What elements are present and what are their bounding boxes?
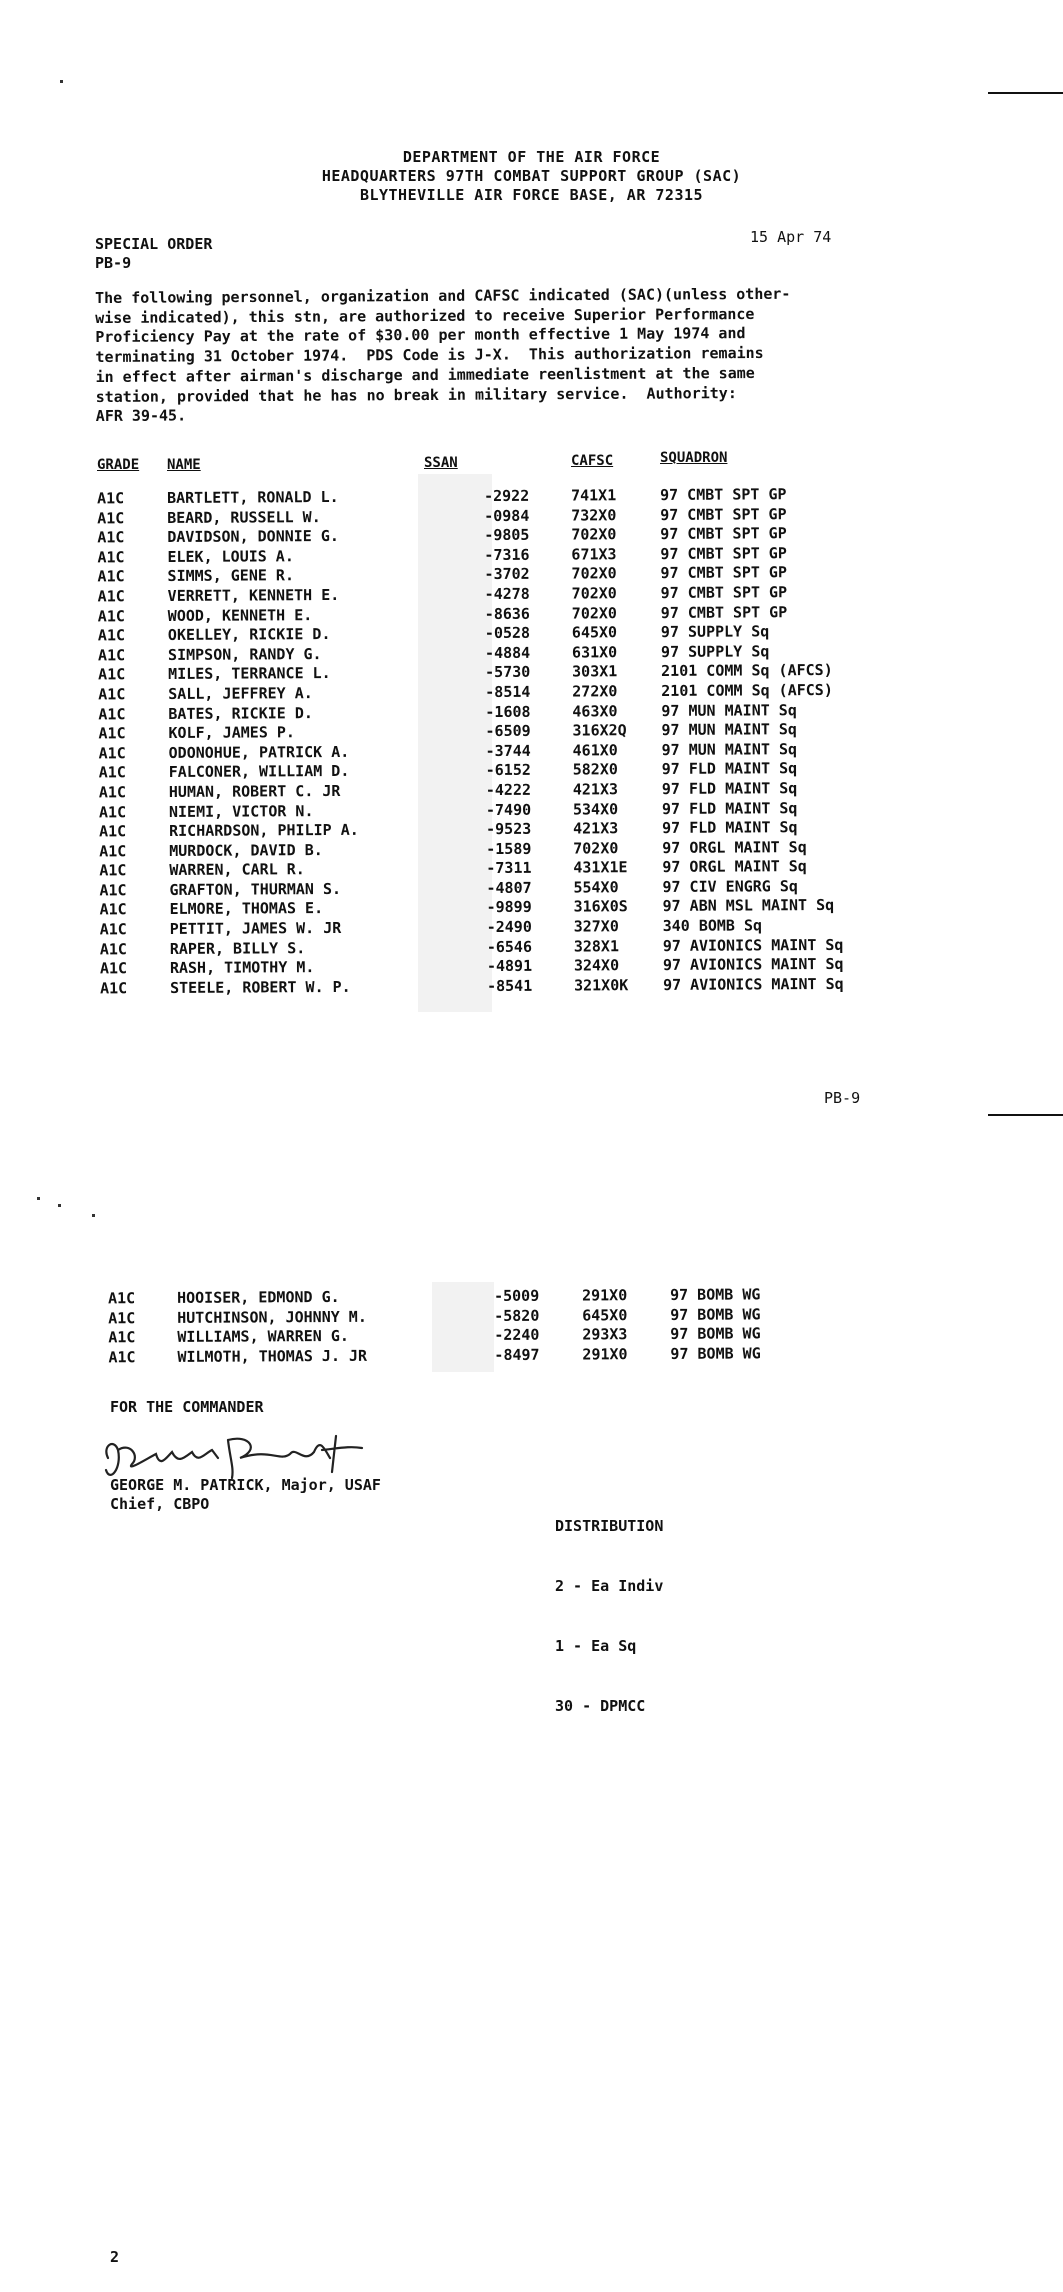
cell-grade: A1C — [97, 528, 125, 547]
scan-speck — [92, 1214, 95, 1217]
cell-grade: A1C — [99, 881, 127, 900]
cell-cafsc: 582X0 — [572, 760, 618, 779]
cell-ssan: -4807 — [486, 878, 532, 897]
cell-grade: A1C — [99, 900, 127, 919]
cell-ssan: -1589 — [486, 839, 532, 858]
cell-cafsc: 421X3 — [572, 780, 619, 799]
cell-cafsc: 328X1 — [573, 936, 620, 956]
cell-squadron: 97 FLD MAINT Sq — [661, 798, 798, 818]
cell-squadron: 97 ORGL MAINT Sq — [662, 857, 807, 877]
cell-grade: A1C — [98, 802, 127, 821]
cell-cafsc: 431X1E — [573, 858, 628, 877]
order-title: SPECIAL ORDER — [95, 235, 213, 253]
cell-cafsc: 645X0 — [571, 623, 618, 642]
cell-squadron: 97 BOMB WG — [670, 1324, 761, 1343]
column-header-cafsc: CAFSC — [571, 453, 614, 469]
authorization-paragraph — [95, 284, 876, 427]
cell-cafsc: 534X0 — [572, 799, 619, 819]
cell-ssan: -7316 — [484, 545, 530, 564]
cell-grade: A1C — [97, 567, 125, 586]
order-date: 15 Apr 74 — [750, 228, 832, 246]
cell-ssan: -2490 — [486, 917, 532, 937]
cell-name: WOOD, KENNETH E. — [167, 605, 313, 625]
cell-name: ODONOHUE, PATRICK A. — [168, 742, 350, 762]
paragraph-line: terminating 31 October 1974. PDS Code is J-X. This authorization remains — [95, 344, 764, 367]
cell-squadron: 97 CIV ENGRG Sq — [662, 877, 798, 896]
cell-cafsc: 702X0 — [571, 603, 617, 623]
distribution-item: 2 - Ea Indiv — [555, 1577, 664, 1595]
cell-squadron: 97 MUN MAINT Sq — [661, 720, 798, 740]
margin-rule — [988, 1114, 1063, 1116]
cell-squadron: 97 AVIONICS MAINT Sq — [662, 974, 844, 994]
column-header-ssan: SSAN — [424, 455, 458, 471]
cell-squadron: 97 CMBT SPT GP — [660, 543, 787, 563]
cell-ssan: -2240 — [494, 1325, 540, 1344]
cell-cafsc: 272X0 — [572, 682, 618, 701]
distribution-item: 1 - Ea Sq — [555, 1637, 637, 1655]
cell-name: HOOISER, EDMOND G. — [176, 1287, 340, 1307]
cell-cafsc: 461X0 — [572, 740, 618, 760]
cell-cafsc: 671X3 — [571, 545, 617, 564]
page-number: 2 — [110, 2248, 120, 2266]
cell-name: VERRETT, KENNETH E. — [167, 585, 340, 605]
cell-cafsc: 702X0 — [573, 838, 619, 858]
cell-cafsc: 291X0 — [581, 1286, 628, 1305]
header-department: DEPARTMENT OF THE AIR FORCE — [402, 148, 661, 166]
cell-ssan: -6509 — [485, 721, 531, 741]
cell-name: SIMMS, GENE R. — [167, 566, 295, 586]
cell-name: WARREN, CARL R. — [169, 860, 305, 880]
cell-ssan: -9805 — [484, 525, 530, 545]
cell-grade: A1C — [97, 548, 125, 567]
cell-grade: A1C — [98, 743, 126, 763]
cell-squadron: 97 MUN MAINT Sq — [661, 700, 797, 720]
cell-squadron: 97 ORGL MAINT Sq — [662, 837, 807, 857]
cell-name: WILMOTH, THOMAS J. JR — [177, 1346, 368, 1366]
cell-grade: A1C — [96, 489, 125, 508]
cell-grade: A1C — [97, 645, 126, 665]
cell-name: FALCONER, WILLIAM D. — [168, 762, 350, 782]
column-header-grade: GRADE — [97, 457, 140, 473]
cell-squadron: 97 BOMB WG — [670, 1343, 761, 1363]
cell-cafsc: 702X0 — [571, 525, 617, 544]
paragraph-line: station, provided that he has no break in military service. Authority: — [95, 383, 737, 406]
cell-grade: A1C — [108, 1328, 136, 1347]
cell-cafsc: 732X0 — [571, 505, 617, 525]
cell-name: STEELE, ROBERT W. P. — [169, 977, 351, 997]
column-header-name: NAME — [167, 457, 201, 473]
paragraph-line: in effect after airman's discharge and immediate reenlistment at the same — [95, 363, 755, 386]
cell-squadron: 97 CMBT SPT GP — [660, 583, 788, 602]
cell-squadron: 97 SUPPLY Sq — [660, 642, 770, 661]
cell-cafsc: 463X0 — [572, 701, 618, 721]
cell-cafsc: 702X0 — [571, 584, 617, 603]
cell-ssan: -5730 — [485, 663, 531, 682]
cell-name: WILLIAMS, WARREN G. — [177, 1326, 349, 1346]
cell-squadron: 97 ABN MSL MAINT Sq — [662, 896, 835, 916]
cell-squadron: 97 AVIONICS MAINT Sq — [662, 955, 844, 975]
distribution-title: DISTRIBUTION — [555, 1517, 664, 1535]
cell-name: PETTIT, JAMES W. JR — [169, 918, 342, 939]
roster-table-continued — [0, 1284, 1063, 1368]
cell-squadron: 2101 COMM Sq (AFCS) — [661, 680, 833, 700]
cell-ssan: -8514 — [485, 682, 531, 701]
margin-rule — [988, 92, 1063, 94]
cell-cafsc: 324X0 — [573, 956, 620, 975]
cell-cafsc: 316X0S — [573, 897, 628, 916]
cell-grade: A1C — [97, 587, 125, 606]
cell-grade: A1C — [98, 724, 126, 743]
cell-ssan: -4222 — [485, 780, 532, 799]
cell-squadron: 97 CMBT SPT GP — [660, 524, 787, 544]
signer-title: Chief, CBPO — [110, 1495, 210, 1513]
cell-name: HUMAN, ROBERT C. JR — [168, 781, 341, 801]
cell-ssan: -4278 — [484, 584, 530, 604]
cell-ssan: -8497 — [494, 1345, 540, 1364]
cell-cafsc: 702X0 — [571, 564, 617, 583]
cell-grade: A1C — [97, 508, 125, 528]
scan-speck — [37, 1197, 40, 1200]
cell-name: BATES, RICKIE D. — [168, 703, 313, 723]
cell-ssan: -5009 — [493, 1286, 540, 1305]
cell-ssan: -6546 — [486, 937, 533, 956]
cell-grade: A1C — [99, 959, 128, 978]
cell-grade: A1C — [108, 1308, 136, 1327]
cell-grade: A1C — [98, 704, 126, 723]
cell-name: SALL, JEFFREY A. — [168, 684, 313, 703]
cell-cafsc: 741X1 — [570, 486, 617, 505]
cell-squadron: 97 FLD MAINT Sq — [661, 779, 798, 798]
cell-ssan: -4891 — [486, 957, 533, 976]
cell-name: BEARD, RUSSELL W. — [167, 507, 321, 527]
cell-grade: A1C — [98, 685, 126, 704]
cell-ssan: -8541 — [486, 976, 533, 995]
cell-ssan: -7490 — [485, 800, 532, 819]
cell-cafsc: 316X2Q — [572, 721, 627, 740]
cell-squadron: 340 BOMB Sq — [662, 916, 763, 936]
distribution-block — [555, 1476, 663, 1736]
paragraph-line: wise indicated), this stn, are authorized to receive Superior Performance — [95, 304, 755, 327]
cell-squadron: 97 SUPPLY Sq — [660, 622, 770, 642]
cell-squadron: 2101 COMM Sq (AFCS) — [661, 661, 833, 681]
scan-speck — [58, 1204, 61, 1207]
order-number: PB-9 — [95, 254, 132, 272]
page-marker: PB-9 — [824, 1089, 861, 1107]
cell-name: ELEK, LOUIS A. — [167, 546, 294, 566]
cell-grade: A1C — [99, 939, 127, 959]
cell-name: NIEMI, VICTOR N. — [168, 801, 314, 821]
cell-name: RICHARDSON, PHILIP A. — [169, 820, 359, 841]
cell-ssan: -7311 — [486, 859, 532, 878]
cell-cafsc: 291X0 — [582, 1344, 628, 1363]
roster-table — [0, 484, 1063, 1000]
cell-ssan: -9523 — [486, 819, 532, 839]
cell-cafsc: 321X0K — [573, 976, 629, 995]
cell-name: DAVIDSON, DONNIE G. — [167, 527, 339, 547]
column-header-squadron: SQUADRON — [660, 450, 728, 466]
cell-ssan: -0528 — [484, 623, 531, 643]
cell-name: RASH, TIMOTHY M. — [169, 958, 315, 978]
distribution-item: 30 - DPMCC — [555, 1697, 646, 1715]
cell-ssan: -4884 — [484, 643, 531, 662]
cell-cafsc: 421X3 — [573, 819, 619, 838]
cell-name: SIMPSON, RANDY G. — [167, 644, 322, 664]
cell-grade: A1C — [98, 665, 126, 684]
cell-grade: A1C — [99, 979, 128, 998]
cell-grade: A1C — [107, 1289, 136, 1308]
cell-grade: A1C — [98, 783, 126, 802]
cell-name: HUTCHINSON, JOHNNY M. — [177, 1307, 367, 1327]
cell-ssan: -3702 — [484, 565, 530, 584]
cell-grade: A1C — [99, 920, 127, 939]
cell-squadron: 97 FLD MAINT Sq — [662, 818, 798, 838]
cell-cafsc: 293X3 — [582, 1325, 628, 1344]
cell-ssan: -2922 — [483, 486, 530, 506]
cell-cafsc: 554X0 — [573, 878, 619, 897]
cell-squadron: 97 BOMB WG — [670, 1304, 761, 1324]
cell-grade: A1C — [97, 606, 125, 625]
cell-squadron: 97 FLD MAINT Sq — [661, 759, 798, 779]
cell-ssan: -1608 — [485, 702, 531, 721]
cell-name: BARTLETT, RONALD L. — [166, 487, 339, 507]
cell-name: KOLF, JAMES P. — [168, 723, 295, 743]
cell-name: RAPER, BILLY S. — [169, 938, 306, 958]
scan-speck — [60, 80, 63, 83]
signer-name: GEORGE M. PATRICK, Major, USAF — [110, 1476, 381, 1494]
cell-ssan: -0984 — [484, 506, 530, 525]
cell-name: OKELLEY, RICKIE D. — [167, 625, 331, 645]
cell-squadron: 97 BOMB WG — [669, 1285, 761, 1304]
cell-grade: A1C — [99, 841, 127, 861]
for-the-commander: FOR THE COMMANDER — [110, 1398, 264, 1416]
cell-ssan: -3744 — [485, 741, 531, 760]
cell-grade: A1C — [97, 626, 126, 645]
cell-grade: A1C — [99, 861, 127, 880]
cell-grade: A1C — [99, 822, 127, 841]
header-headquarters: HEADQUARTERS 97TH COMBAT SUPPORT GROUP (SAC) — [321, 167, 742, 185]
cell-squadron: 97 CMBT SPT GP — [660, 563, 788, 583]
cell-ssan: -6152 — [485, 761, 531, 780]
cell-ssan: -5820 — [494, 1306, 540, 1325]
cell-grade: A1C — [98, 763, 126, 782]
cell-squadron: 97 CMBT SPT GP — [659, 485, 787, 504]
cell-ssan: -9899 — [486, 898, 532, 917]
cell-grade: A1C — [108, 1347, 136, 1366]
cell-name: MILES, TERRANCE L. — [168, 664, 331, 684]
header-base-address: BLYTHEVILLE AIR FORCE BASE, AR 72315 — [359, 186, 704, 204]
cell-cafsc: 645X0 — [582, 1305, 628, 1324]
cell-name: GRAFTON, THURMAN S. — [169, 879, 342, 899]
paragraph-line: The following personnel, organization and CAFSC indicated (SAC)(unless other- — [95, 284, 791, 307]
cell-name: ELMORE, THOMAS E. — [169, 899, 324, 919]
cell-ssan: -8636 — [484, 604, 530, 623]
cell-squadron: 97 CMBT SPT GP — [660, 504, 787, 524]
cell-cafsc: 631X0 — [571, 642, 618, 662]
cell-cafsc: 303X1 — [572, 662, 618, 681]
cell-squadron: 97 MUN MAINT Sq — [661, 739, 798, 759]
cell-name: MURDOCK, DAVID B. — [169, 840, 323, 860]
paragraph-line: AFR 39-45. — [95, 406, 187, 426]
paragraph-line: Proficiency Pay at the rate of $30.00 per month effective 1 May 1974 and — [95, 324, 746, 347]
cell-squadron: 97 CMBT SPT GP — [660, 602, 788, 622]
cell-squadron: 97 AVIONICS MAINT Sq — [662, 935, 844, 955]
cell-cafsc: 327X0 — [573, 917, 619, 936]
